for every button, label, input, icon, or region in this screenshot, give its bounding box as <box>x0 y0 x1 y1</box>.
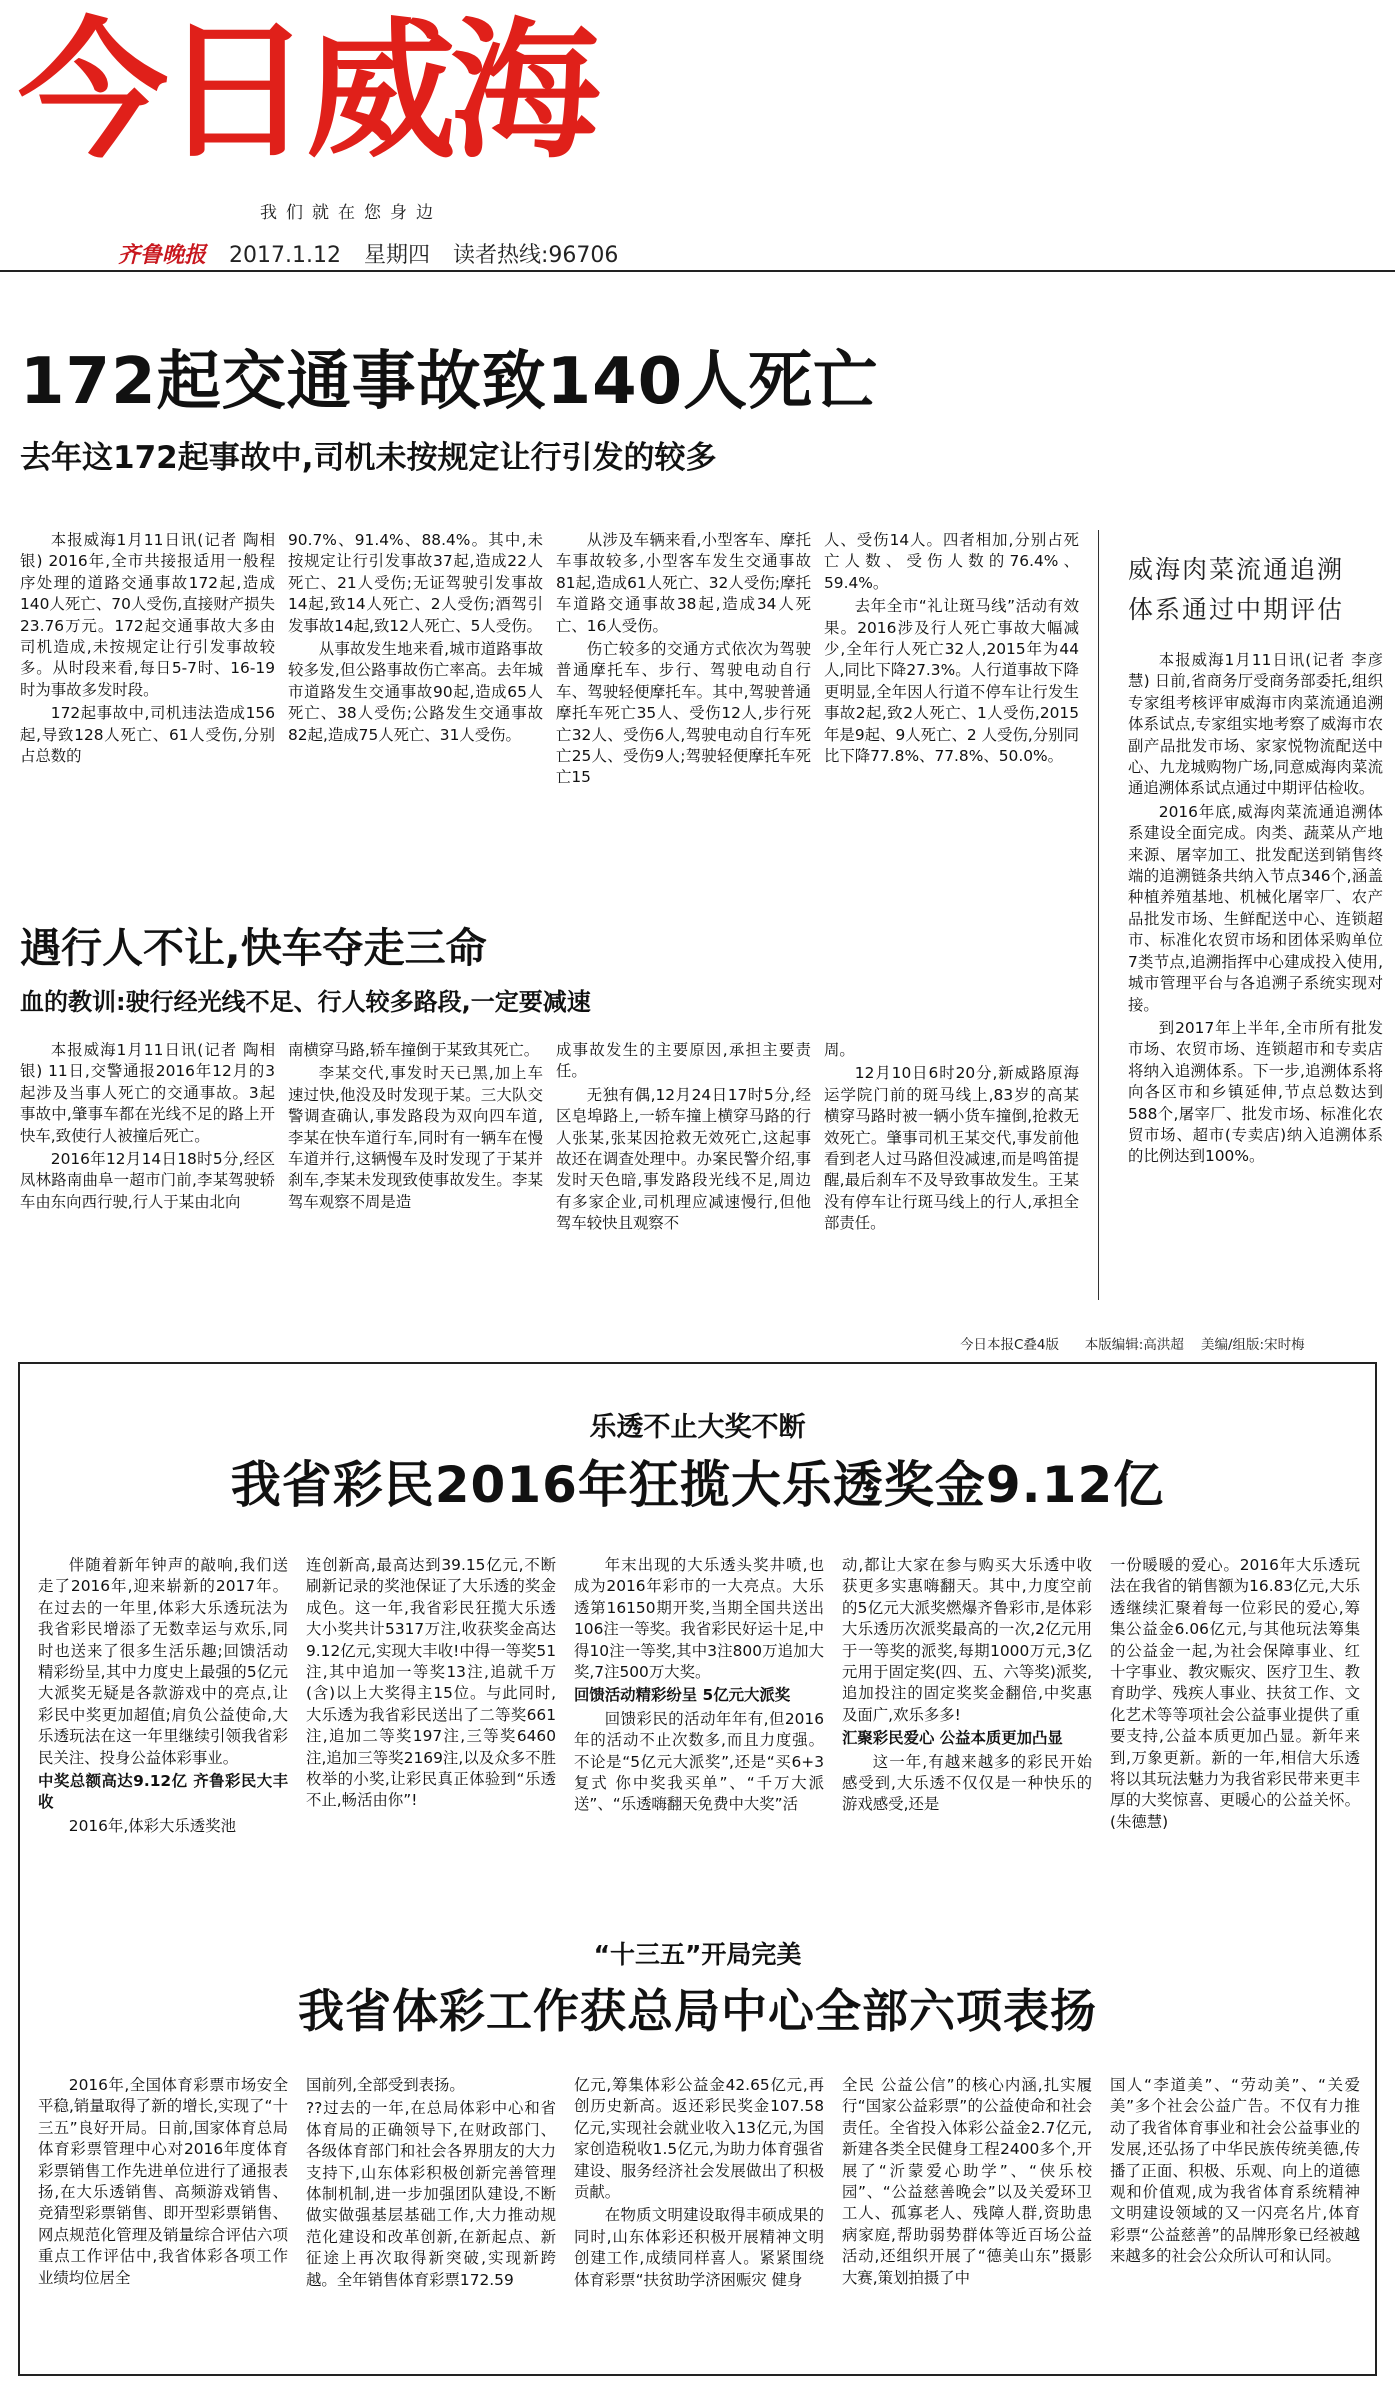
footer-design: 美编/组版:宋时梅 <box>1201 1337 1305 1353</box>
paragraph: 伴随着新年钟声的敲响,我们送走了2016年,迎来崭新的2017年。在过去的一年里,体彩大乐透玩法为我省彩民增添了无数幸运与欢乐,同时也送来了很多生活乐趣;回馈活动精彩纷呈,其中力度史上最强的5亿元大派奖无疑是各款游戏中的亮点,让彩民中奖更加超值;肩负公益使命,大乐透玩法在这一年里继续引领我省彩民关注、投身公益体彩事业。 <box>38 1556 288 1767</box>
paragraph: 连创新高,最高达到39.15亿元,不断刷新记录的奖池保证了大乐透的奖金成色。这一年,我省彩民狂揽大乐透大小奖共计5317万注,收获奖金高达9.12亿元,实现大丰收!中得一等奖51注,其中追加一等奖13注,追就千万(含)以上大奖得主15位。与此同时,大乐透为我省彩民送出了二等奖661注,追加二等奖197注,三等奖6460注,追加三等奖2169注,以及众多不胜枚举的小奖,让彩民真正体验到“乐透不止,畅活由你”! <box>306 1556 556 1810</box>
paragraph: 动,都让大家在参与购买大乐透中收获更多实惠嗨翻天。其中,力度空前的5亿元大派奖燃爆齐鲁彩市,是体彩大乐透历次派奖最高的一次,2亿元用于一等奖的派奖,每期1000万元,3亿元用于固定奖(四、五、六等奖)派奖,追加投注的固定奖奖金翻倍,中奖惠及面广,欢乐多多! <box>842 1556 1092 1724</box>
paragraph: 2016年12月14日18时5分,经区凤林路南曲阜一超市门前,李某驾驶轿车由东向西行驶,行人于某由北向 <box>20 1150 275 1211</box>
second-column-4 <box>824 1040 1079 1237</box>
issue-weekday: 星期四 <box>363 243 430 268</box>
paragraph: 伤亡较多的交通方式依次为驾驶普通摩托车、步行、驾驶电动自行车、驾驶轻便摩托车。其中,驾驶普通摩托车死亡35人、受伤12人,步行死亡32人、受伤6人,驾驶电动自行车死亡25人、受伤9人;驾驶轻便摩托车死亡15 <box>556 640 811 787</box>
paragraph: 亿元,筹集体彩公益金42.65亿元,再创历史新高。返还彩民奖金107.58亿元,实现社会就业收入13亿元,为国家创造税收1.5亿元,为助力体育强省建设、服务经济社会发展做出了积极贡献。 <box>574 2076 824 2202</box>
sidebar-title-line: 体系通过中期评估 <box>1128 595 1345 624</box>
paragraph: 这一年,有越来越多的彩民开始感受到,大乐透不仅仅是一种快乐的游戏感受,还是 <box>842 1752 1092 1814</box>
footer-credits <box>960 1333 1305 1353</box>
masthead-slogan: 我们就在您身边 <box>260 203 442 223</box>
paragraph: 国前列,全部受到表扬。 <box>306 2076 465 2094</box>
paragraph: 人、受伤14人。四者相加,分别占死亡人数、受伤人数的76.4%、59.4%。 <box>824 531 1079 592</box>
paragraph: 2016年,体彩大乐透奖池 <box>68 1816 236 1835</box>
paragraph: 国人“李道美”、“劳动美”、“关爱美”多个社会公益广告。不仅有力推动了我省体育事业和社会公益事业的发展,还弘扬了中华民族传统美德,传播了正面、积极、乐观、向上的道德观和价值观,成为我省体育系统精神文明建设领域的又一闪亮名片,体育彩票“公益慈善”的品牌形象已经被越来越多的社会公众所认可和认同。 <box>1110 2076 1360 2266</box>
lead-column-2 <box>288 530 543 748</box>
paragraph: 12月10日6时20分,新威路原海运学院门前的斑马线上,83岁的高某横穿马路时被一辆小货车撞倒,抢救无效死亡。肇事司机王某交代,事发前他看到老人过马路但没减速,而是鸣笛提醒,最后刹车不及导致事故发生。王某没有停车让行斑马线上的行人,承担全部责任。 <box>824 1064 1079 1233</box>
paragraph: 回馈彩民的活动年年有,但2016年的活动不止次数多,而且力度强。不论是“5亿元大派奖”,还是“买6+3复式 你中奖我买单”、“千万大派送”、“乐透嗨翻天免费中大奖”活 <box>574 1709 824 1814</box>
reader-hotline: 读者热线:96706 <box>453 243 619 268</box>
paragraph: 90.7%、91.4%、88.4%。其中,未按规定让行引发事故37起,造成22人死亡、21人受伤;无证驾驶引发事故14起,致14人死亡、2人受伤;酒驾引发事故14起,致12人死亡、5人受伤。 <box>288 531 543 635</box>
paragraph: 本报威海1月11日讯(记者 陶相银) 11日,交警通报2016年12月的3起涉及当事人死亡的交通事故。3起事故中,肇事车都在光线不足的路上开快车,致使行人被撞后死亡。 <box>20 1041 275 1145</box>
paragraph: 本报威海1月11日讯(记者 李彦慧) 日前,省商务厅受商务部委托,组织专家组考核评审威海市肉菜流通追溯体系试点,专家组实地考察了威海市农副产品批发市场、家家悦物流配送中心、九龙城购物广场,同意威海肉菜流通追溯体系试点通过中期评估检收。 <box>1128 651 1383 798</box>
second-column-1 <box>20 1040 275 1215</box>
paragraph: 年末出现的大乐透头奖井喷,也成为2016年彩市的一大亮点。大乐透第16150期开奖,当期全国共送出106注一等奖。我省彩民好运十足,中得10注一等奖,其中3注800万追加大奖,7注500万大奖。 <box>574 1556 824 1682</box>
lotto-column-3 <box>574 1555 824 1818</box>
paragraph: 去年全市“礼让斑马线”活动有效果。2016涉及行人死亡事故大幅减少,全年行人死亡32人,2015年为44人,同比下降27.3%。人行道事故下降更明显,全年因人行道不停车让行发生事故2起,致2人死亡、1人受伤,2015年是9起、9人死亡、2 人受伤,分别同比下降77.8%、77.8%、50.0%。 <box>824 597 1079 766</box>
second-subheadline: 血的教训:驶行经光线不足、行人较多路段,一定要减速 <box>20 988 591 1016</box>
paragraph: ??过去的一年,在总局体彩中心和省体育局的正确领导下,在财政部门、各级体育部门和社会各界朋友的大力支持下,山东体彩积极创新完善管理体制机制,进一步加强团队建设,不断做实做强基层基础工作,大力推动规范化建设和改革创新,在新起点、新征途上再次取得新突破,实现新跨越。全年销售体育彩票172.59 <box>306 2099 556 2289</box>
paragraph: 李某交代,事发时天已黑,加上车速过快,他没及时发现于某。三大队交警调查确认,事发路段为双向四车道,李某在快车道行车,同时有一辆车在慢车道并行,这辆慢车及时发现了于某并刹车,李某未发现致使事故发生。李某驾车观察不周是造 <box>288 1064 543 1211</box>
sports-column-4 <box>842 2075 1092 2291</box>
sports-column-3 <box>574 2075 824 2293</box>
paragraph: 南横穿马路,轿车撞倒于某致其死亡。 <box>288 1041 540 1059</box>
paragraph: 一份暖暖的爱心。2016年大乐透玩法在我省的销售额为16.83亿元,大乐透继续汇聚着每一位彩民的爱心,筹集公益金6.06亿元,与其他玩法筹集的公益金一起,为社会保障事业、红十字事业、教灾赈灾、医疗卫生、教育助学、残疾人事业、扶贫工作、文化艺术等等项社会公益事业提供了重要支持,公益本质更加凸显。新年来到,万象更新。新的一年,相信大乐透将以其玩法魅力为我省彩民带来更丰厚的大奖惊喜、更暖心的公益关怀。(朱德慧) <box>1110 1556 1360 1831</box>
lotto-subhead: 汇聚彩民爱心 公益本质更加凸显 <box>842 1729 1063 1748</box>
footer-editor: 本版编辑:高洪超 <box>1084 1337 1184 1353</box>
second-column-2 <box>288 1040 543 1215</box>
sports-headline: 我省体彩工作获总局中心全部六项表扬 <box>298 1984 1097 2038</box>
sidebar-divider <box>1098 530 1099 1300</box>
paragraph: 在物质文明建设取得丰硕成果的同时,山东体彩还积极开展精神文明创建工作,成绩同样喜人。紧紧围绕体育彩票“扶贫助学济困赈灾 健身 <box>574 2206 824 2289</box>
masthead-title: 今日威海 <box>18 5 595 179</box>
paragraph: 从涉及车辆来看,小型客车、摩托车事故较多,小型客车发生交通事故81起,造成61人死亡、32人受伤;摩托车道路交通事故38起,造成34人死亡、16人受伤。 <box>556 531 811 635</box>
second-headline: 遇行人不让,快车夺走三命 <box>20 924 487 972</box>
sidebar-title-line: 威海肉菜流通追溯 <box>1128 555 1345 584</box>
sports-column-5 <box>1110 2075 1360 2270</box>
masthead-info <box>118 238 634 269</box>
paragraph: 到2017年上半年,全市所有批发市场、农贸市场、连锁超市和专卖店将纳入追溯体系。下一步,追溯体系将向各区市和乡镇延伸,节点总数达到588个,屠宰厂、批发市场、标准化农贸市场、超市(专卖店)纳入追溯体系的比例达到100%。 <box>1128 1018 1383 1166</box>
paragraph: 全民 公益公信”的核心内涵,扎实履行“国家公益彩票”的公益使命和社会责任。全省投入体彩公益金2.7亿元,新建各类全民健身工程2400多个,开展了“沂蒙爱心助学”、“侠乐校园”、“公益慈善晚会”以及关爱环卫工人、孤寡老人、残障人群,资助患病家庭,帮助弱势群体等近百场公益活动,还组织开展了“德美山东”摄影大赛,策划拍摄了中 <box>842 2076 1092 2287</box>
second-column-3 <box>556 1040 811 1237</box>
lead-column-4 <box>824 530 1079 769</box>
lead-column-1 <box>20 530 275 769</box>
paragraph: 2016年,全国体育彩票市场安全平稳,销量取得了新的增长,实现了“十三五”良好开局。日前,国家体育总局体育彩票管理中心对2016年度体育彩票销售工作先进单位进行了通报表扬,在大乐透销售、高频游戏销售、竞猜型彩票销售、即开型彩票销售、网点规范化管理及销量综合评估六项重点工作评估中,我省体彩各项工作业绩均位居全 <box>38 2076 288 2287</box>
sidebar-title <box>1128 550 1344 630</box>
paragraph: 2016年底,威海肉菜流通追溯体系建设全面完成。肉类、蔬菜从产地来源、屠宰加工、批发配送到销售终端的追溯链条共纳入节点346个,涵盖种植养殖基地、机械化屠宰厂、农产品批发市场、生鲜配送中心、连锁超市、标准化农贸市场和团体采购单位7类节点,追溯指挥中心建成投入使用,城市管理平台与各追溯子系统实现对接。 <box>1128 802 1383 1014</box>
lotto-column-2 <box>306 1555 556 1814</box>
lotto-subhead: 回馈活动精彩纷呈 5亿元大派奖 <box>574 1686 791 1705</box>
paragraph: 本报威海1月11日讯(记者 陶相银) 2016年,全市共接报适用一般程序处理的道路交通事故172起,造成140人死亡、70人受伤,直接财产损失23.76万元。172起交通事故大多由司机造成,未按规定让行引发事故较多。从时段来看,每日5-7时、16-19时为事故多发时段。 <box>20 531 275 699</box>
paragraph: 172起事故中,司机违法造成156起,导致128人死亡、61人受伤,分别占总数的 <box>20 704 275 766</box>
lotto-column-1 <box>38 1555 288 1839</box>
sports-column-2 <box>306 2075 556 2293</box>
masthead-rule <box>0 270 1395 272</box>
sports-column-1 <box>38 2075 288 2291</box>
footer-section: 今日本报C叠4版 <box>960 1337 1060 1353</box>
lotto-column-5 <box>1110 1555 1360 1835</box>
lotto-column-4 <box>842 1555 1092 1818</box>
sports-kicker: “十三五”开局完美 <box>593 1940 802 1969</box>
lotto-headline: 我省彩民2016年狂揽大乐透奖金9.12亿 <box>230 1456 1165 1514</box>
paragraph: 成事故发生的主要原因,承担主要责任。 <box>556 1041 811 1081</box>
lotto-subhead: 中奖总额高达9.12亿 齐鲁彩民大丰收 <box>38 1772 288 1812</box>
issue-date: 2017.1.12 <box>229 243 341 268</box>
paper-logo: 齐鲁晚报 <box>118 242 207 268</box>
paragraph: 从事故发生地来看,城市道路事故较多发,但公路事故伤亡率高。去年城市道路发生交通事故90起,造成65人死亡、38人受伤;公路发生交通事故82起,造成75人死亡、31人受伤。 <box>288 640 543 744</box>
lead-subheadline: 去年这172起事故中,司机未按规定让行引发的较多 <box>20 440 717 476</box>
lead-headline: 172起交通事故致140人死亡 <box>20 345 879 419</box>
paragraph: 无独有偶,12月24日17时5分,经区皂埠路上,一轿车撞上横穿马路的行人张某,张某因抢救无效死亡,这起事故还在调查处理中。办案民警介绍,事发时天色暗,事发路段光线不足,周边有多家企业,司机理应减速慢行,但他驾车较快且观察不 <box>556 1085 811 1233</box>
sidebar-body <box>1128 650 1383 1170</box>
paragraph: 周。 <box>824 1041 855 1059</box>
lead-column-3 <box>556 530 811 791</box>
lotto-kicker: 乐透不止大奖不断 <box>589 1412 806 1443</box>
